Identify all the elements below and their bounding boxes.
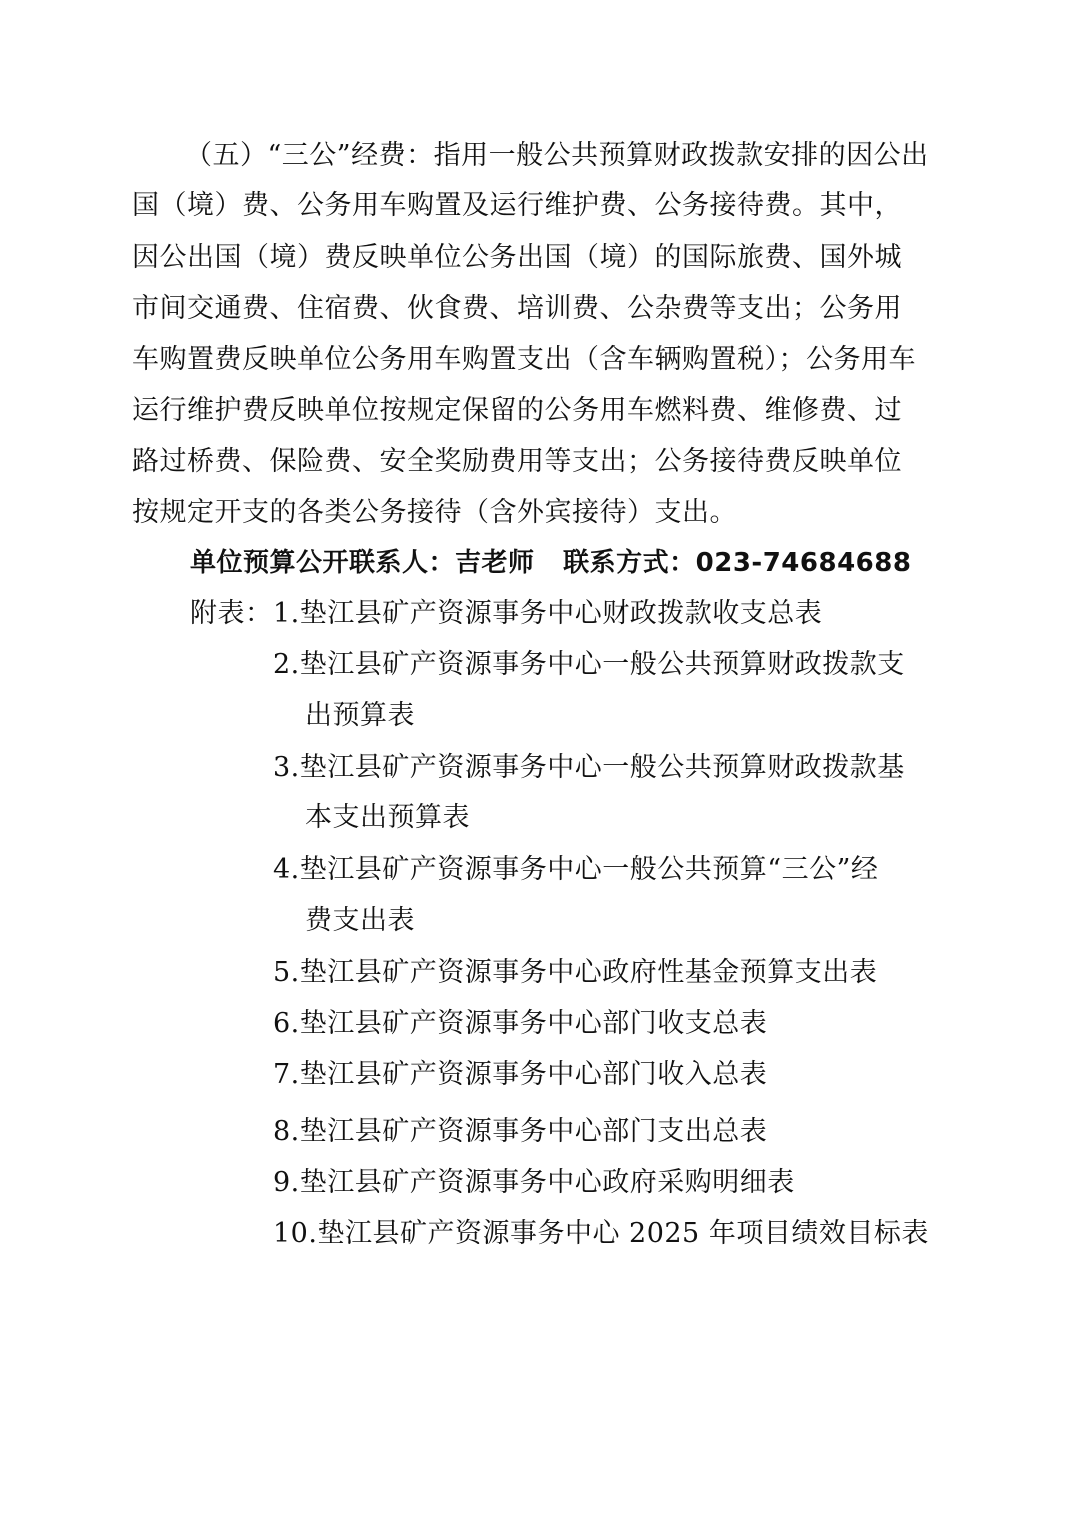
attachment-item: 4.垫江县矿产资源事务中心一般公共预算“三公”经: [273, 854, 879, 885]
attachment-item: 10.垫江县矿产资源事务中心 2025 年项目绩效目标表: [273, 1218, 929, 1249]
attachment-item-continued: 本支出预算表: [305, 802, 470, 833]
attachment-item: 5.垫江县矿产资源事务中心政府性基金预算支出表: [273, 957, 878, 988]
contact-info: 单位预算公开联系人：吉老师 联系方式：023-74684688: [190, 548, 912, 578]
paragraph-line: （五）“三公”经费：指用一般公共预算财政拨款安排的因公出: [185, 140, 929, 171]
paragraph-line: 按规定开支的各类公务接待（含外宾接待）支出。: [132, 497, 737, 528]
paragraph-line: 国（境）费、公务用车购置及运行维护费、公务接待费。其中，: [132, 190, 902, 221]
paragraph-line: 市间交通费、住宿费、伙食费、培训费、公杂费等支出；公务用: [132, 293, 902, 324]
paragraph-line: 运行维护费反映单位按规定保留的公务用车燃料费、维修费、过: [132, 395, 902, 426]
attachment-item: 2.垫江县矿产资源事务中心一般公共预算财政拨款支: [273, 649, 905, 680]
attachment-item-continued: 出预算表: [305, 700, 415, 731]
attachment-item: 3.垫江县矿产资源事务中心一般公共预算财政拨款基: [273, 752, 905, 783]
paragraph-line: 车购置费反映单位公务用车购置支出（含车辆购置税）；公务用车: [132, 344, 916, 375]
attachment-item: 8.垫江县矿产资源事务中心部门支出总表: [273, 1116, 768, 1147]
attachment-item-continued: 费支出表: [305, 905, 415, 936]
paragraph-line: 路过桥费、保险费、安全奖励费用等支出；公务接待费反映单位: [132, 446, 902, 477]
attachment-item: 1.垫江县矿产资源事务中心财政拨款收支总表: [273, 598, 823, 629]
paragraph-line: 因公出国（境）费反映单位公务出国（境）的国际旅费、国外城: [132, 242, 902, 273]
attachments-label: 附表：: [190, 598, 273, 629]
attachment-item: 6.垫江县矿产资源事务中心部门收支总表: [273, 1008, 768, 1039]
attachment-item: 9.垫江县矿产资源事务中心政府采购明细表: [273, 1167, 795, 1198]
attachment-item: 7.垫江县矿产资源事务中心部门收入总表: [273, 1059, 768, 1090]
